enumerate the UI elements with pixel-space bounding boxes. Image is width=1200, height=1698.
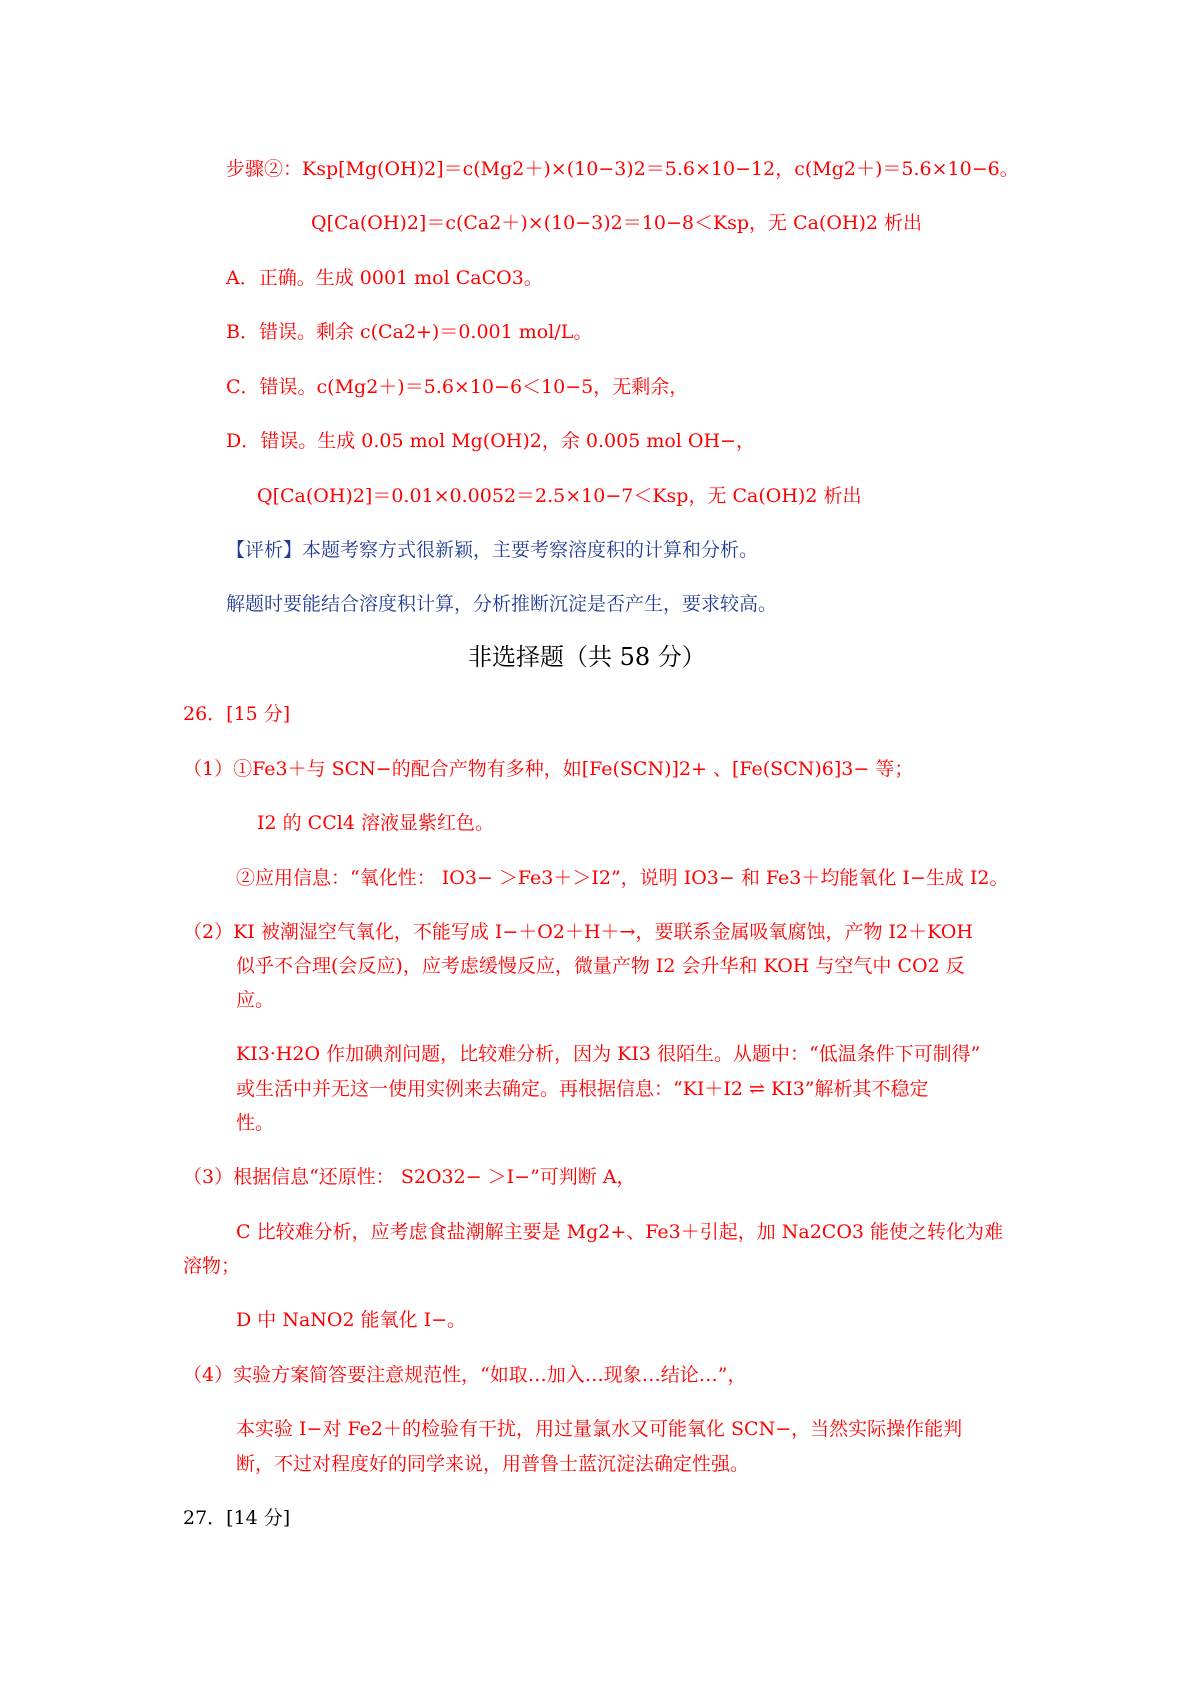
option-a: A．正确。生成 0001 mol CaCO3。: [226, 267, 543, 289]
option-b: B．错误。剩余 c(Ca2+)＝0.001 mol/L。: [226, 321, 593, 343]
comment-line1: 【评析】本题考察方式很新颖，主要考察溶度积的计算和分析。: [226, 539, 759, 561]
q26-p2-line1: （2）KI 被潮湿空气氧化，不能写成 I−＋O2＋H＋→，要联系金属吸氧腐蚀，产物 I2＋KOH: [183, 921, 973, 943]
q26-p3-line2: C 比较难分析，应考虑食盐潮解主要是 Mg2+、Fe3＋引起，加 Na2CO3 能使之转化为难: [236, 1221, 1004, 1243]
q26-p2-line3: 应。: [236, 989, 275, 1011]
q26-p3-line4: D 中 NaNO2 能氧化 I−。: [236, 1309, 467, 1331]
section-title: 非选择题（共 58 分）: [468, 643, 706, 671]
q26-p3-line3: 溶物；: [183, 1255, 241, 1277]
q26-p1-line1: （1）①Fe3＋与 SCN−的配合产物有多种，如[Fe(SCN)]2+ 、[Fe(SCN)6]3− 等；: [183, 758, 914, 780]
q26-p2-line6: 性。: [236, 1112, 275, 1134]
q26-p4-line2: 本实验 I−对 Fe2＋的检验有干扰，用过量氯水又可能氧化 SCN−，当然实际操作能判: [236, 1418, 963, 1440]
step2-line1: 步骤②：Ksp[Mg(OH)2]＝c(Mg2＋)×(10−3)2＝5.6×10−12，c(Mg2＋)＝5.6×10−6。: [226, 158, 1019, 180]
q26-p1-line2: I2 的 CCl4 溶液显紫红色。: [257, 812, 494, 834]
step2-line2: Q[Ca(OH)2]＝c(Ca2＋)×(10−3)2＝10−8＜Ksp，无 Ca(OH)2 析出: [311, 212, 923, 234]
q26-p2-line5: 或生活中并无这一使用实例来去确定。再根据信息：“KI＋I2 ⇌ KI3”解析其不稳定: [236, 1078, 929, 1100]
q27-header: 27．[14 分]: [183, 1507, 291, 1529]
q26-p2-line4: KI3·H2O 作加碘剂问题，比较难分析，因为 KI3 很陌生。从题中：“低温条件下可制得”: [236, 1043, 981, 1065]
comment-line2: 解题时要能结合溶度积计算，分析推断沉淀是否产生，要求较高。: [226, 593, 778, 615]
option-c: C．错误。c(Mg2＋)＝5.6×10−6＜10−5，无剩余，: [226, 376, 689, 398]
q26-p2-line2: 似乎不合理(会反应)，应考虑缓慢反应，微量产物 I2 会升华和 KOH 与空气中 CO2 反: [236, 955, 965, 977]
q26-p4-line3: 断，不过对程度好的同学来说，用普鲁士蓝沉淀法确定性强。: [236, 1453, 750, 1475]
q26-p3-line1: （3）根据信息“还原性： S2O32− ＞I−”可判断 A，: [183, 1166, 636, 1188]
q26-p1-line3: ②应用信息：“氧化性： IO3− ＞Fe3＋＞I2”，说明 IO3− 和 Fe3＋均能氧化 I−生成 I2。: [236, 867, 1009, 889]
option-d-line2: Q[Ca(OH)2]＝0.01×0.0052＝2.5×10−7＜Ksp，无 Ca(OH)2 析出: [257, 485, 862, 507]
q26-p4-line1: （4）实验方案简答要注意规范性，“如取…加入…现象…结论…”，: [183, 1364, 747, 1386]
option-d-line1: D．错误。生成 0.05 mol Mg(OH)2，余 0.005 mol OH−，: [226, 430, 755, 452]
q26-header: 26．[15 分]: [183, 703, 291, 725]
